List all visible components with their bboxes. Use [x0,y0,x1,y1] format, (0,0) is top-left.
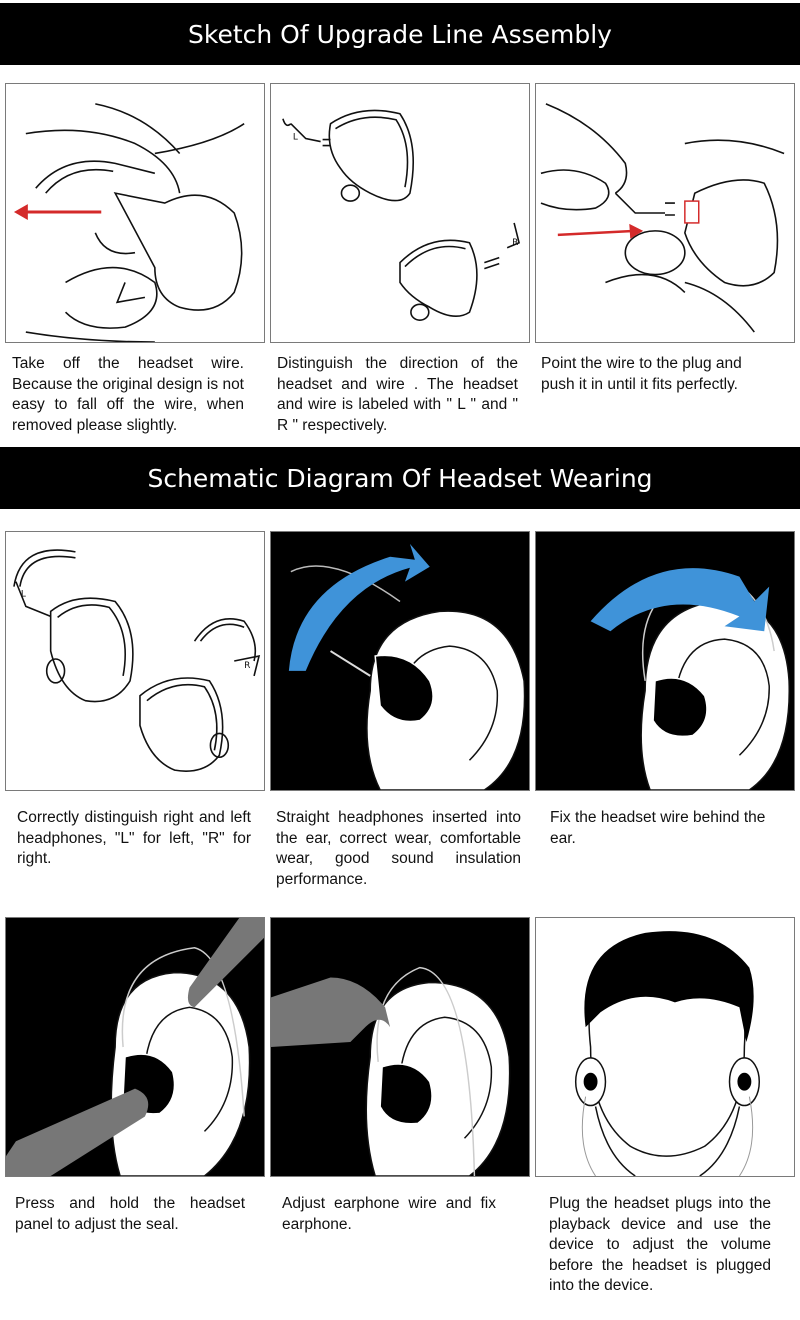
press-earphone-drawing [6,918,264,1176]
caption-step-8: Adjust earphone wire and fix earphone. [282,1195,496,1233]
caption-step-7: Press and hold the headset panel to adjust the seal. [15,1195,245,1233]
illustration-ear-hooks [5,531,265,791]
plug-wire-drawing [536,84,794,342]
wire-behind-ear-drawing [536,532,794,790]
section-title: Schematic Diagram Of Headset Wearing [147,463,653,493]
section-title: Sketch Of Upgrade Line Assembly [188,19,612,49]
person-wearing-drawing [536,918,794,1176]
illustration-person-wearing [535,917,795,1177]
remove-wire-drawing [6,84,264,342]
illustration-lr-earphones [270,83,530,343]
adjust-wire-drawing [271,918,529,1176]
illustration-press-earphone [5,917,265,1177]
illustration-remove-wire [5,83,265,343]
section-banner-wearing [0,447,800,509]
ear-hooks-drawing [6,532,264,790]
section-banner-assembly [0,3,800,65]
caption-step-2: Distinguish the direction of the headset and wire . The headset and wire is labeled with " L " and " R " respectively. [277,355,518,434]
illustration-adjust-wire [270,917,530,1177]
illustration-insert-earphone [270,531,530,791]
caption-step-5: Straight headphones inserted into the ear, correct wear, comfortable wear, good sound insulation performance. [276,809,521,888]
illustration-plug-wire [535,83,795,343]
illustration-wire-behind-ear [535,531,795,791]
caption-step-9: Plug the headset plugs into the playback device and use the device to adjust the volume before the headset is plugged into the device. [549,1195,771,1294]
label-r: R [244,660,251,671]
caption-step-6: Fix the headset wire behind the ear. [550,809,766,847]
caption-step-1: Take off the headset wire. Because the original design is not easy to fall off the wire, when removed please slightly. [12,355,244,434]
label-r: R [512,237,519,248]
label-l: L [292,132,298,143]
caption-step-3: Point the wire to the plug and push it in until it fits perfectly. [541,355,742,393]
caption-step-4: Correctly distinguish right and left headphones, "L" for left, "R" for right. [17,809,251,867]
label-l: L [20,589,26,600]
lr-earphones-drawing [271,84,529,342]
insert-earphone-drawing [271,532,529,790]
